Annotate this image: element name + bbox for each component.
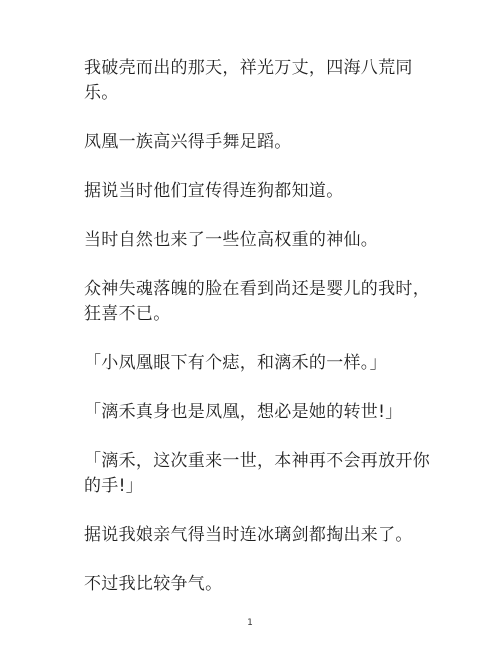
paragraph-10: 不过我比较争气。 bbox=[84, 574, 223, 594]
paragraph-8: 「漓禾，这次重来一世，本神再不会再放开你的手!」 bbox=[84, 451, 430, 496]
paragraph-1: 我破壳而出的那天，祥光万丈，四海八荒同乐。 bbox=[84, 58, 413, 103]
paragraph-3: 据说当时他们宣传得连狗都知道。 bbox=[84, 181, 344, 201]
page-number: 1 bbox=[247, 618, 253, 628]
paragraph-9: 据说我娘亲气得当时连冰璃剑都掏出来了。 bbox=[84, 525, 413, 545]
paragraph-6: 「小凤凰眼下有个痣，和漓禾的一样。」 bbox=[84, 353, 387, 373]
paragraph-4: 当时自然也来了一些位高权重的神仙。 bbox=[84, 230, 379, 250]
paragraph-2: 凤凰一族高兴得手舞足蹈。 bbox=[84, 132, 292, 152]
paragraph-7: 「漓禾真身也是凤凰，想必是她的转世!」 bbox=[84, 402, 403, 422]
text-body bbox=[84, 56, 436, 621]
paragraph-5: 众神失魂落魄的脸在看到尚还是婴儿的我时，狂喜不已。 bbox=[84, 279, 430, 324]
